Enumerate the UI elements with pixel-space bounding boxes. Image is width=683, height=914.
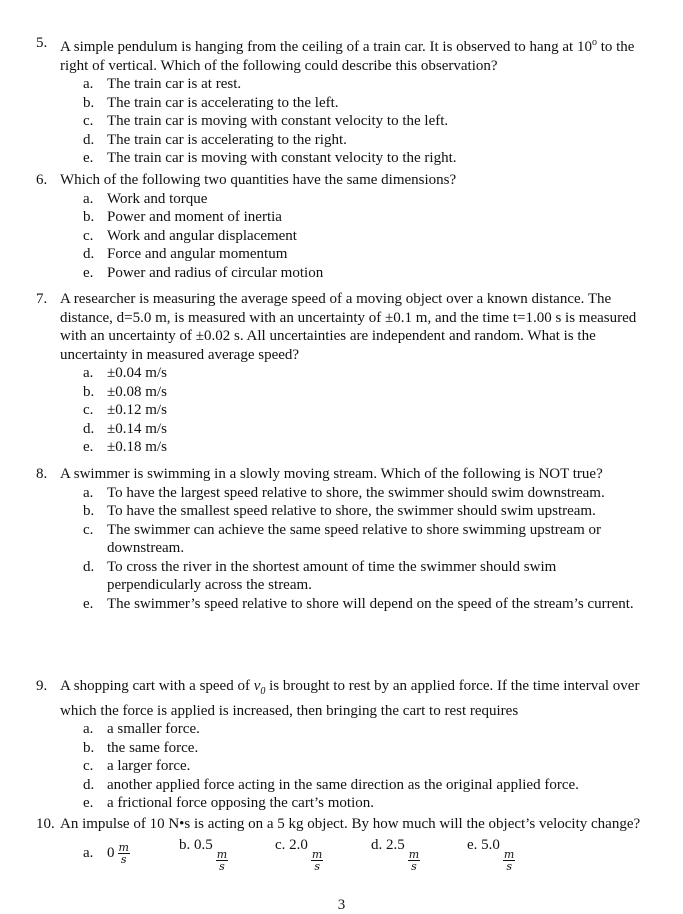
initial-speed-variable: $v_0$	[253, 678, 266, 697]
option: b. The train car is accelerating to the left.	[83, 94, 339, 111]
option: c. The train car is moving with constant velocity to the left.	[83, 113, 449, 129]
option: b. the same force.	[83, 739, 199, 756]
option: d. Force and angular momentum	[83, 246, 288, 262]
option: a. To have the largest speed relative to shore, the swimmer should swim downstream.	[83, 484, 605, 501]
option: b. 0.5 $\frac{m}{s}$	[179, 836, 228, 873]
option: c. 2.0 $\frac{m}{s}$	[275, 836, 323, 873]
option: d. 2.5 $\frac{m}{s}$	[371, 836, 420, 873]
option: c. ±0.12 m/s	[83, 402, 167, 418]
options-row	[83, 836, 646, 872]
unit-fraction: $\frac{m}{s}$	[118, 841, 129, 866]
question-text: A shopping cart with a speed of $v_0$ is brought to rest by an applied force. If the time interval over which the force is applied is increased, then bringing the cart to rest requires	[60, 678, 640, 719]
question-6	[36, 171, 646, 282]
option: e. 5.0 $\frac{m}{s}$	[467, 836, 515, 873]
option: b. To have the smallest speed relative to shore, the swimmer should swim upstream.	[83, 503, 596, 519]
option: c. a larger force.	[83, 758, 191, 774]
option: a. ±0.04 m/s	[83, 365, 167, 381]
question-text: An impulse of 10 N•s is acting on a 5 kg object. By how much will the object’s velocity change?	[60, 816, 641, 832]
option: a. a smaller force.	[83, 721, 200, 737]
page-number: 3	[337, 897, 346, 913]
unit-fraction: $\frac{m}{s}$	[311, 847, 323, 873]
degree-symbol: o	[591, 37, 597, 48]
question-number: 7.	[36, 291, 48, 307]
question-text: A simple pendulum is hanging from the ceiling of a train car. It is observed to hang at 10$^o$ to the right of vertical. Which of the following could describe this observation?	[60, 37, 635, 74]
question-text: A researcher is measuring the average speed of a moving object over a known distance. The distance, d=5.0 m, is measured with an uncertainty of ±0.1 m, and the time t=1.00 s is measured with an uncertainty of ±0.02 s. All uncertainties are independent and random. What is the uncertainty in measured average speed?	[60, 291, 637, 363]
option: e. The train car is moving with constant velocity to the right.	[83, 150, 457, 166]
question-text: Which of the following two quantities have the same dimensions?	[60, 172, 457, 188]
options-list	[83, 484, 646, 614]
option: a. Work and torque	[83, 190, 208, 207]
question-text: A swimmer is swimming in a slowly moving stream. Which of the following is NOT true?	[60, 466, 603, 482]
question-number: 10.	[36, 816, 55, 832]
unit-fraction: $\frac{m}{s}$	[408, 847, 420, 873]
question-9	[36, 677, 646, 813]
option: c. Work and angular displacement	[83, 227, 297, 244]
option: b. ±0.08 m/s	[83, 383, 167, 400]
question-7	[36, 290, 646, 457]
options-list	[83, 190, 646, 283]
option: e. The swimmer’s speed relative to shore will depend on the speed of the stream’s current.	[83, 595, 634, 612]
option: b. Power and moment of inertia	[83, 209, 282, 225]
option: d. another applied force acting in the same direction as the original applied force.	[83, 776, 579, 793]
question-10	[36, 815, 646, 872]
unit-fraction: $\frac{m}{s}$	[216, 847, 228, 873]
question-number: 5.	[36, 35, 48, 51]
question-5	[36, 34, 646, 168]
option: a. 0 $\frac{m}{s}$	[83, 841, 129, 866]
option: d. ±0.14 m/s	[83, 420, 167, 437]
option: e. ±0.18 m/s	[83, 439, 167, 455]
option: e. a frictional force opposing the cart’s motion.	[83, 795, 375, 811]
option: d. The train car is accelerating to the right.	[83, 131, 347, 148]
question-number: 9.	[36, 678, 48, 694]
question-8	[36, 465, 646, 613]
question-number: 8.	[36, 466, 48, 482]
question-number: 6.	[36, 172, 48, 188]
options-list	[83, 364, 646, 457]
option: a. The train car is at rest.	[83, 76, 242, 92]
option: e. Power and radius of circular motion	[83, 264, 324, 281]
options-list	[83, 720, 646, 813]
unit-fraction: $\frac{m}{s}$	[503, 847, 515, 873]
option: c. The swimmer can achieve the same speed relative to shore swimming upstream or downstream.	[83, 521, 602, 556]
options-list	[83, 75, 646, 168]
option: d. To cross the river in the shortest amount of time the swimmer should swim perpendicularly across the stream.	[83, 558, 557, 593]
